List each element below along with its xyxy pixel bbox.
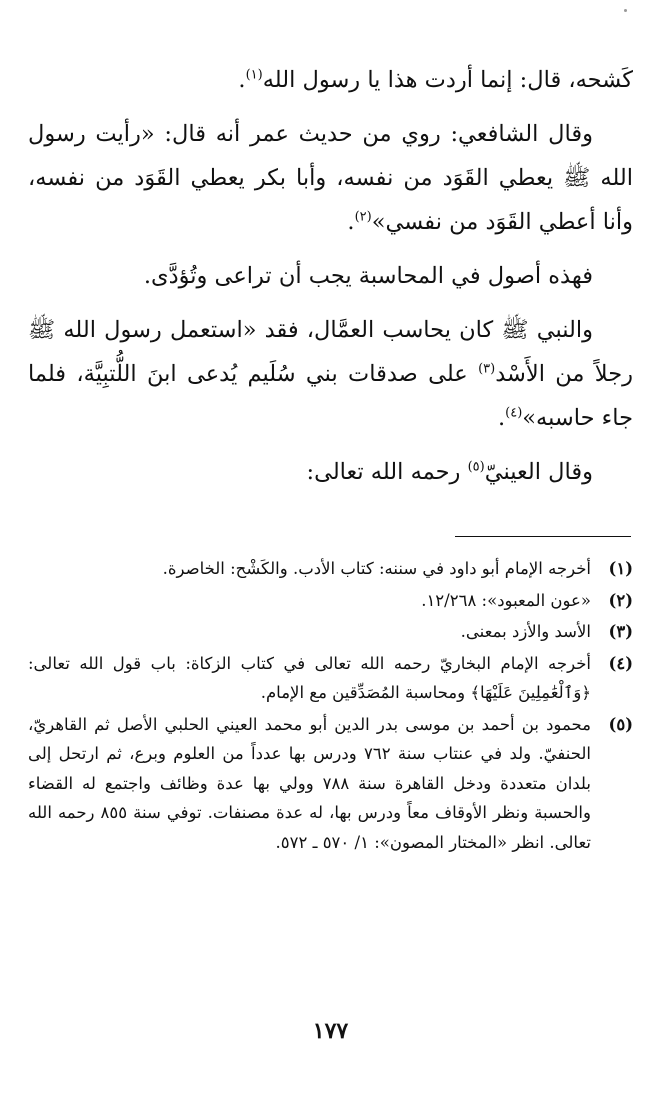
footnote-5 bbox=[28, 710, 633, 858]
main-text bbox=[28, 58, 633, 494]
scan-speck bbox=[624, 9, 627, 12]
footnote-text: محمود بن أحمد بن موسى بدر الدين أبو محمد العيني الحلبي الأصل ثم القاهريّ، الحنفيّ. ولد في عنتاب سنة ٧٦٢ ودرس بها عدداً من العلوم وبرع، ثم ارتحل إلى بلدان متعددة ودخل القاهرة سنة ٧٨٨ وولي بها عدة وظائف واجتمع له القضاء والحسبة ونظر الأوقاف معاً ودرس بها، له عدة مصنفات. توفي سنة ٨٥٥ رحمه الله تعالى. انظر «المختار المصون»: ١/ ٥٧٠ ـ ٥٧٢. bbox=[28, 714, 591, 852]
footnote-text: الأسد والأزد بمعنى. bbox=[460, 622, 591, 641]
footnote-1 bbox=[28, 554, 633, 584]
footnote-number: (٤) bbox=[608, 653, 633, 673]
footnote-text: أخرجه الإمام أبو داود في سننه: كتاب الأدب. والكَشْح: الخاصرة. bbox=[162, 559, 591, 578]
paragraph-4 bbox=[28, 308, 633, 440]
paragraph-5 bbox=[28, 450, 633, 494]
footnote-number: (٥) bbox=[608, 714, 633, 734]
footnote-text: «عون المعبود»: ١٢/٢٦٨. bbox=[421, 590, 591, 610]
paragraph-1-end: . bbox=[238, 67, 246, 93]
footnote-ref-3[interactable]: (٣) bbox=[478, 361, 496, 377]
paragraph-4-end: . bbox=[497, 405, 506, 431]
paragraph-2-end: . bbox=[347, 209, 355, 235]
footnote-number: (٣) bbox=[608, 622, 633, 641]
paragraph-4-text-a: والنبي ﷺ كان يحاسب العمَّال، فقد «استعمل رسول الله ﷺ رجلاً من الأَسْد bbox=[28, 317, 633, 387]
paragraph-5-text-b: رحمه الله تعالى: bbox=[306, 459, 468, 485]
paragraph-2 bbox=[28, 112, 633, 244]
footnote-separator bbox=[455, 536, 631, 537]
footnotes-section bbox=[28, 554, 633, 859]
footnote-2 bbox=[28, 586, 633, 616]
footnote-number: (١) bbox=[608, 559, 633, 578]
footnote-4 bbox=[28, 649, 633, 708]
paragraph-1 bbox=[28, 58, 633, 102]
footnote-text: أخرجه الإمام البخاريّ رحمه الله تعالى في كتاب الزكاة: باب قول الله تعالى: ﴿وَٱلْعَٰمِلِينَ عَلَيْهَا﴾ ومحاسبة المُصَدِّقين مع الإمام. bbox=[28, 653, 591, 702]
footnote-ref-1[interactable]: (١) bbox=[245, 67, 263, 83]
footnote-ref-5[interactable]: (٥) bbox=[467, 459, 485, 475]
page-number: ١٧٧ bbox=[312, 1018, 349, 1044]
footnote-ref-4[interactable]: (٤) bbox=[505, 405, 523, 421]
footnote-3 bbox=[28, 617, 633, 647]
footnote-number: (٢) bbox=[608, 590, 633, 610]
paragraph-3 bbox=[28, 254, 633, 298]
footnote-ref-2[interactable]: (٢) bbox=[354, 209, 372, 225]
paragraph-5-text-a: وقال العينيّ bbox=[484, 459, 593, 485]
paragraph-3-text: فهذه أصول في المحاسبة يجب أن تراعى وتُؤدَّى. bbox=[143, 263, 593, 289]
paragraph-1-text: كَشحه، قال: إنما أردت هذا يا رسول الله bbox=[262, 67, 633, 93]
paragraph-4-text-b: على صدقات بني سُلَيم يُدعى ابنَ اللُّتبِيَّة، فلما جاء حاسبه» bbox=[28, 361, 633, 431]
paragraph-2-text: وقال الشافعي: روي من حديث عمر أنه قال: «رأيت رسول الله ﷺ يعطي القَوَد من نفسه، وأبا بكر يعطي القَوَد من نفسه، وأنا أعطي القَوَد من نفسي» bbox=[28, 121, 633, 235]
book-page bbox=[28, 58, 633, 1082]
